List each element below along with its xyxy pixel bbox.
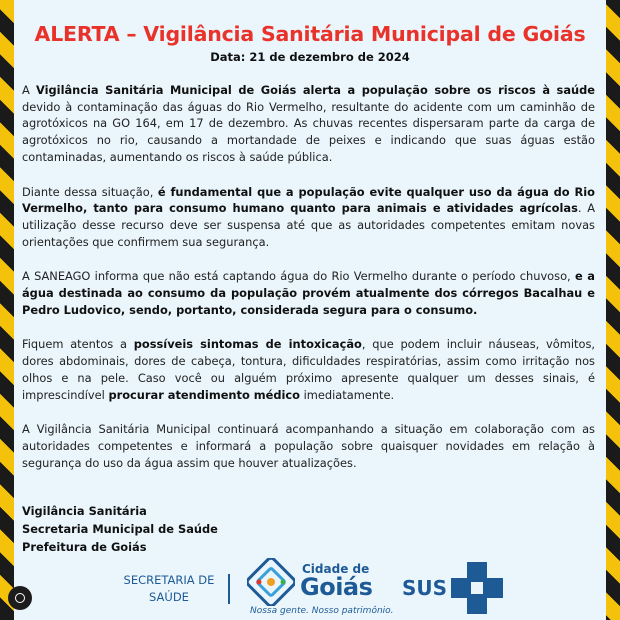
paragraph-4: Fiquem atentos a possíveis sintomas de intoxicação, que podem incluir náuseas, vômitos, dores abdominais, dores de cabeça, tontura, dificuldades respiratórias, assim como irritação nos olhos e na pele. Caso você ou alguém próximo apresente qualquer um desses sinais, é imprescindível procurar atendimento médico imediatamente. bbox=[22, 337, 595, 402]
slogan: Nossa gente. Nosso patrimônio. bbox=[250, 606, 394, 616]
paragraph-2: Diante dessa situação, é fundamental que a população evite qualquer uso da água do Rio Vermelho, tanto para consumo humano quanto para animais e atividades agrícolas. A utilização desse recurso deve ser suspensa até que as autoridades competentes emitam novas orientações que confirmem sua segurança. bbox=[22, 184, 595, 249]
cidade-label: Cidade de bbox=[302, 562, 370, 576]
p1-bold: Vigilância Sanitária Municipal de Goiás alerta a população sobre os riscos à saúde bbox=[36, 83, 595, 97]
p4-bold-1: possíveis sintomas de intoxicação bbox=[133, 337, 362, 352]
divider bbox=[228, 574, 230, 604]
p2-bold: é fundamental que a população evite qualquer uso da água do Rio Vermelho, tanto para consumo humano quanto para animais e atividades agrícolas bbox=[22, 184, 595, 216]
p3-bold: e a água destinada ao consumo da população provém atualmente dos córregos Bacalhau e Pedro Ludovico, sendo, portanto, considerada segura para o consumo. bbox=[22, 269, 595, 317]
signature-block bbox=[22, 502, 218, 556]
signature-line: Secretaria Municipal de Saúde bbox=[22, 522, 218, 536]
paragraph-1: A Vigilância Sanitária Municipal de Goiás alerta a população sobre os riscos à saúde devido à contaminação das águas do Rio Vermelho, resultante do acidente com um caminhão de agrotóxicos na GO 164, em 17 de dezembro. As chuvas recentes dispersaram parte da carga de agrotóxicos no rio, causando a mortandade de peixes e indicando que suas águas estão contaminadas, aumentando os riscos à saúde pública. bbox=[22, 83, 595, 164]
sus-cross-icon bbox=[449, 560, 505, 616]
p4-bold-2: procurar atendimento médico bbox=[108, 387, 300, 402]
cidade-goias-logo-icon bbox=[247, 558, 295, 606]
paragraph-5: A Vigilância Sanitária Municipal continuará acompanhando a situação em colaboração com as autoridades competentes e informará a população sobre quaisquer novidades em relação à segurança do uso da água assim que houver atualizações. bbox=[22, 422, 595, 470]
instagram-icon[interactable] bbox=[8, 586, 32, 610]
alert-title: ALERTA – Vigilância Sanitária Municipal de Goiás bbox=[34, 22, 586, 46]
secretaria-saude-logo: SECRETARIA DE SAÚDE bbox=[123, 573, 215, 604]
alert-card bbox=[14, 0, 606, 620]
sus-label: SUS bbox=[402, 576, 448, 600]
goias-label: Goiás bbox=[300, 573, 373, 601]
signature-line: Prefeitura de Goiás bbox=[22, 540, 147, 554]
paragraph-3: A SANEAGO informa que não está captando água do Rio Vermelho durante o período chuvoso, e a água destinada ao consumo da população provém atualmente dos córregos Bacalhau e Pedro Ludovico, sendo, portanto, considerada segura para o consumo. bbox=[22, 269, 595, 317]
footer-logos bbox=[14, 558, 606, 620]
alert-body bbox=[22, 82, 595, 489]
alert-date: Data: 21 de dezembro de 2024 bbox=[210, 50, 410, 64]
signature-line: Vigilância Sanitária bbox=[22, 504, 147, 518]
